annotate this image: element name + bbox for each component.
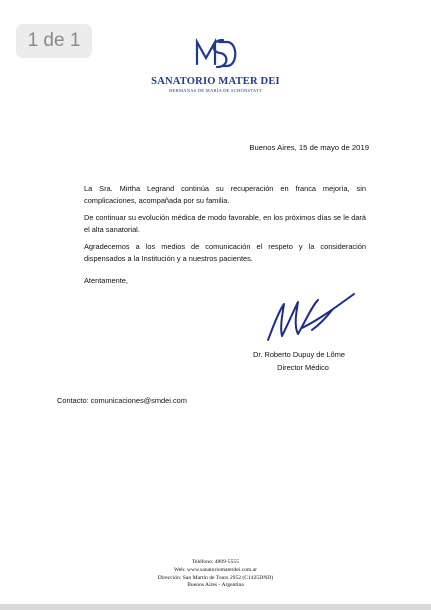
page-indicator: 1 de 1 (16, 24, 92, 58)
paragraph-3: Agradecemos a los medios de comunicación el respeto y la consideración dispensados a la Institución y a nuestros pacientes. (84, 242, 366, 263)
handwritten-signature (262, 290, 358, 344)
mater-dei-monogram-icon (193, 34, 239, 74)
letterhead-footer (0, 559, 431, 590)
paragraph-2: De continuar su evolución médica de modo favorable, en los próximos días se le dará el alta sanatorial. (84, 213, 366, 234)
page-bottom-edge (0, 604, 431, 610)
footer-phone: Teléfono: 4809-5555 (192, 559, 239, 565)
signer-name: Dr. Roberto Dupuy de Lôme (252, 350, 346, 359)
footer-web: Web: www.sanatoriomaterdei.com.ar (173, 566, 258, 573)
paragraph-1: La Sra. Mirtha Legrand continúa su recuperación en franca mejoría, sin complicaciones, acompañada por su familia. (84, 184, 366, 205)
letterhead (0, 34, 431, 93)
organization-subtitle: HERMANAS DE MARÍA DE SCHÖNSTATT (169, 88, 262, 93)
organization-name: SANATORIO MATER DEI (151, 76, 280, 87)
footer-city: Buenos Aires - Argentina (187, 582, 244, 589)
letter-date: Buenos Aires, 15 de mayo de 2019 (249, 143, 369, 152)
signer-title: Director Médico (277, 363, 329, 372)
closing: Atentamente, (84, 276, 128, 285)
contact-email: Contacto: comunicaciones@smdei.com (57, 396, 187, 405)
footer-address: Dirección: San Martín de Tours 2952 (C1425DND) (157, 574, 274, 581)
